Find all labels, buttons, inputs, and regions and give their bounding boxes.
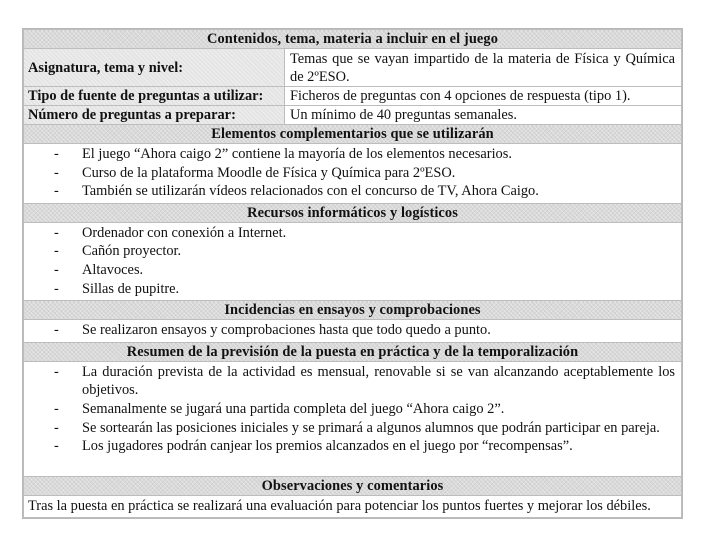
section-heading: Recursos informáticos y logísticos (24, 203, 682, 222)
list-item-text: Semanalmente se jugará una partida completa del juego “Ahora caigo 2”. (82, 400, 505, 417)
elementos-list (30, 145, 675, 201)
incidencias-list (30, 321, 675, 340)
list-item-text: Cañón proyector. (82, 243, 182, 260)
dash-bullet-icon: - (54, 164, 59, 181)
section-heading: Resumen de la previsión de la puesta en práctica y de la temporalización (24, 342, 682, 361)
resumen-list (30, 363, 675, 456)
list-item-text: También se utilizarán vídeos relacionados con el concurso de TV, Ahora Caigo. (82, 183, 539, 200)
detail-value: Ficheros de preguntas con 4 opciones de respuesta (tipo 1). (285, 87, 682, 106)
list-item (30, 145, 675, 164)
section-body-resumen (24, 361, 682, 476)
dash-bullet-icon: - (54, 243, 59, 260)
section-heading: Incidencias en ensayos y comprobaciones (24, 301, 682, 320)
list-item (30, 242, 675, 261)
dash-bullet-icon: - (54, 438, 59, 455)
section-body-incidencias (24, 320, 682, 343)
list-item-text: La duración prevista de la actividad es mensual, renovable si se van alcanzando aceptablemente los objetivos. (82, 363, 675, 399)
list-item (30, 363, 675, 400)
list-item (30, 164, 675, 183)
section-body-recursos (24, 222, 682, 300)
list-item (30, 224, 675, 243)
section-header-recursos (24, 203, 682, 222)
list-item-text: Se sortearán las posiciones iniciales y se primará a algunos alumnos que podrán participar en pareja. (82, 419, 660, 436)
dash-bullet-icon: - (54, 322, 59, 339)
list-item-text: Se realizaron ensayos y comprobaciones hasta que todo quedo a punto. (82, 322, 491, 339)
section-header-elementos (24, 125, 682, 144)
detail-label: Tipo de fuente de preguntas a utilizar: (24, 87, 285, 106)
content-table (23, 29, 682, 518)
detail-value: Temas que se vayan impartido de la materia de Física y Química de 2ºESO. (285, 49, 682, 87)
dash-bullet-icon: - (54, 261, 59, 278)
dash-bullet-icon: - (54, 224, 59, 241)
list-item-text: Sillas de pupitre. (82, 280, 180, 297)
observaciones-text: Tras la puesta en práctica se realizará una evaluación para potenciar los puntos fuertes y mejorar los débiles. (24, 495, 682, 517)
recursos-list (30, 224, 675, 298)
detail-row-source (24, 87, 682, 106)
dash-bullet-icon: - (54, 363, 59, 380)
list-item (30, 261, 675, 280)
dash-bullet-icon: - (54, 183, 59, 200)
list-item (30, 400, 675, 419)
list-item (30, 280, 675, 299)
table-title: Contenidos, tema, materia a incluir en el juego (24, 30, 682, 49)
title-row (24, 30, 682, 49)
list-item-text: Curso de la plataforma Moodle de Física y Química para 2ºESO. (82, 164, 456, 181)
list-item (30, 419, 675, 438)
detail-value: Un mínimo de 40 preguntas semanales. (285, 106, 682, 125)
list-item-text: Altavoces. (82, 261, 144, 278)
detail-label: Número de preguntas a preparar: (24, 106, 285, 125)
detail-row-subject (24, 49, 682, 87)
list-item-text: El juego “Ahora caigo 2” contiene la mayoría de los elementos necesarios. (82, 146, 512, 162)
dash-bullet-icon: - (54, 400, 59, 417)
dash-bullet-icon: - (54, 280, 59, 297)
list-item-text: Ordenador con conexión a Internet. (82, 224, 287, 241)
section-body-observaciones (24, 495, 682, 517)
list-item-text: Los jugadores podrán canjear los premios alcanzados en el juego por “recompensas”. (82, 438, 573, 455)
section-heading: Elementos complementarios que se utilizarán (24, 125, 682, 144)
detail-label: Asignatura, tema y nivel: (24, 49, 285, 87)
section-header-observaciones (24, 476, 682, 495)
planning-table (22, 28, 683, 519)
list-item (30, 182, 675, 201)
dash-bullet-icon: - (54, 419, 59, 436)
section-body-elementos (24, 144, 682, 204)
section-header-resumen (24, 342, 682, 361)
dash-bullet-icon: - (54, 146, 59, 162)
section-heading: Observaciones y comentarios (24, 476, 682, 495)
detail-row-count (24, 106, 682, 125)
list-item (30, 321, 675, 340)
list-item (30, 437, 675, 456)
section-header-incidencias (24, 301, 682, 320)
